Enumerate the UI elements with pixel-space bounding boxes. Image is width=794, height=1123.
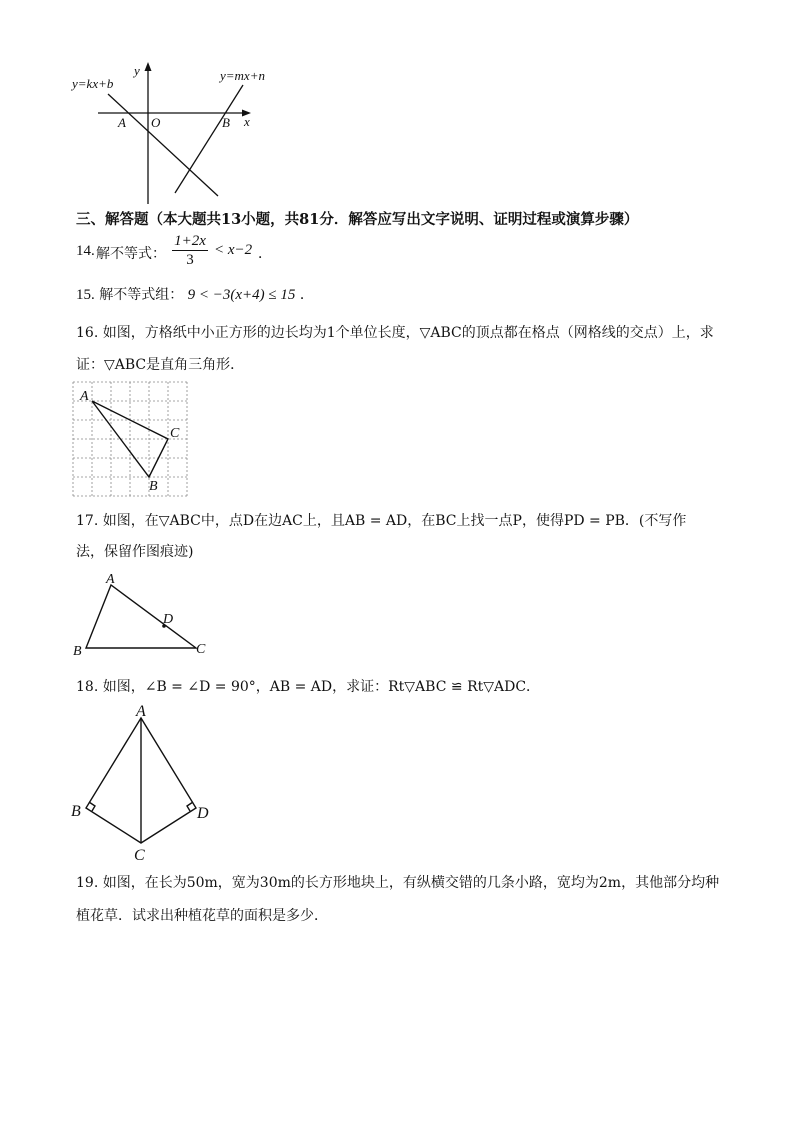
label-b: B	[149, 479, 158, 494]
q15-end: ．	[299, 287, 314, 303]
q16-line2: 证：▽ABC是直角三角形．	[76, 357, 245, 373]
label-a: A	[136, 703, 146, 720]
label-a: A	[80, 389, 89, 404]
q17-line2: 法，保留作图痕迹)	[76, 544, 194, 560]
q14-frac-denominator: 3	[186, 252, 194, 268]
label-d: D	[163, 612, 174, 627]
section-heading: 三、解答题（本大题共13小题，共81分．解答应写出文字说明、证明过程或演算步骤）	[76, 211, 639, 228]
label-d: D	[197, 805, 209, 822]
q15-expression: 9 < −3(x+4) ≤ 15	[187, 287, 296, 303]
label-point-b: B	[222, 115, 230, 130]
label-axis-y: y	[134, 63, 140, 78]
right-angle-d	[187, 802, 193, 811]
label-point-a: A	[118, 115, 126, 130]
right-angle-b	[89, 802, 95, 811]
q14-frac-numerator: 1+2x	[174, 233, 206, 249]
q17-line1: 17. 如图，在▽ABC中，点D在边AC上，且AB = AD，在BC上找一点P，使得PD = PB．(不写作	[76, 513, 687, 529]
q18-line1: 18. 如图，∠B = ∠D = 90°，AB = AD，求证：Rt▽ABC ≌ Rt▽ADC．	[76, 679, 541, 695]
q19-line1: 19. 如图，在长为50m，宽为30m的长方形地块上，有纵横交错的几条小路，宽均为2m，其他部分均种	[76, 875, 720, 891]
label-a: A	[106, 572, 115, 587]
q19-line2: 植花草．试求出种植花草的面积是多少．	[76, 908, 328, 924]
label-kx-b: y=kx+b	[72, 76, 114, 91]
q16-line1: 16. 如图，方格纸中小正方形的边长均为1个单位长度，▽ABC的顶点都在格点（网格线的交点）上，求	[76, 325, 714, 341]
label-c: C	[170, 426, 180, 441]
label-point-o: O	[151, 115, 161, 130]
label-c: C	[196, 642, 206, 657]
q14-end: ．	[258, 246, 272, 262]
q14-rhs: < x−2	[214, 242, 253, 258]
q14-number: 14.	[76, 243, 95, 259]
label-mx-n: y=mx+n	[220, 68, 265, 83]
q15-number: 15.	[76, 287, 95, 303]
label-c: C	[134, 847, 145, 864]
label-b: B	[73, 644, 82, 659]
q15-prefix: 解不等式组：	[99, 287, 184, 303]
label-axis-x: x	[244, 114, 250, 129]
q14-prefix: 解不等式：	[96, 246, 166, 262]
label-b: B	[71, 803, 81, 820]
